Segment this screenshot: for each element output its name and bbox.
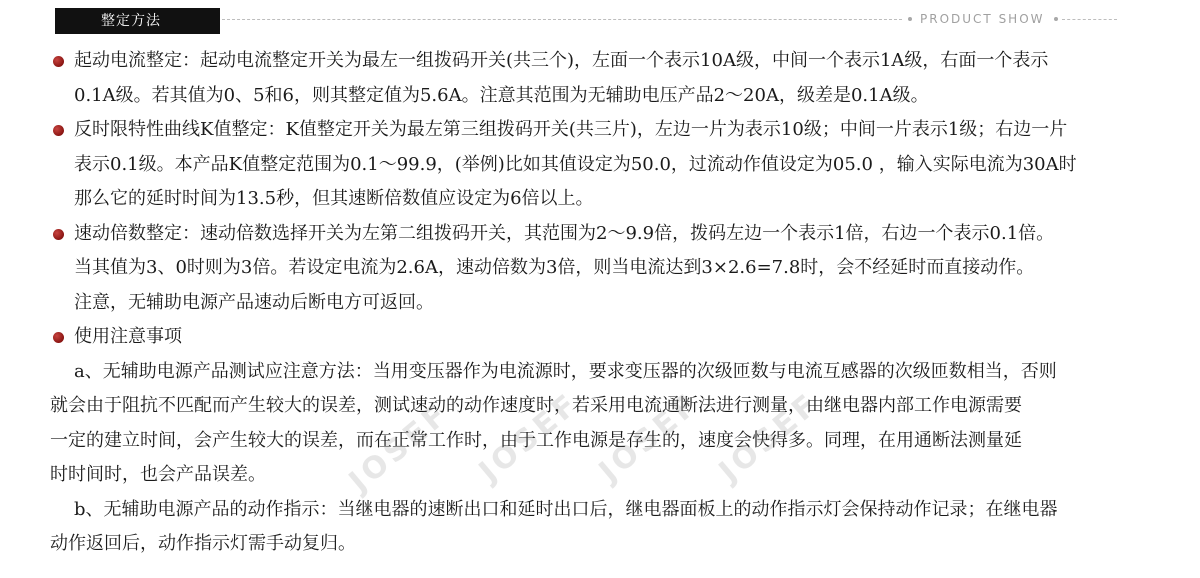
paragraph-line: 起动电流整定：起动电流整定开关为最左一组拨码开关(共三个)，左面一个表示10A级，中间一个表示1A级，右面一个表示 bbox=[74, 50, 1049, 71]
paragraph-line: b、无辅助电源产品的动作指示：当继电器的速断出口和延时出口后，继电器面板上的动作指示灯会保持动作记录；在继电器 bbox=[74, 498, 1058, 520]
watermark-logo: JOSEF bbox=[342, 395, 457, 500]
paragraph-line: 注意，无辅助电源产品速动后断电方可返回。 bbox=[74, 291, 434, 313]
bullet-icon bbox=[53, 125, 64, 136]
note-b-line bbox=[50, 493, 1150, 528]
paragraph-line-wrap bbox=[50, 148, 1150, 183]
product-show-tagline: PRODUCT SHOW bbox=[920, 12, 1045, 26]
paragraph-line: 反时限特性曲线K值整定：K值整定开关为最左第三组拨码开关(共三片)，左边一片为表示10级；中间一片表示1级；右边一片 bbox=[74, 119, 1068, 140]
paragraph-line-wrap bbox=[50, 251, 1150, 286]
watermark-logo: JOSEF bbox=[712, 385, 827, 490]
paragraph-line-wrap bbox=[50, 182, 1150, 217]
document-body bbox=[50, 44, 1150, 562]
bullet-icon bbox=[53, 332, 64, 343]
paragraph-line-wrap bbox=[50, 79, 1150, 114]
watermark-logo: JOSEF bbox=[592, 385, 707, 490]
paragraph-line: 动作返回后，动作指示灯需手动复归。 bbox=[50, 533, 356, 554]
paragraph-line: 0.1A级。若其值为0、5和6，则其整定值为5.6A。注意其范围为无辅助电压产品2～20A，级差是0.1A级。 bbox=[74, 84, 929, 106]
paragraph-line: 那么它的延时时间为13.5秒，但其速断倍数值应设定为6倍以上。 bbox=[74, 188, 594, 209]
watermark-logo: JOSEF bbox=[472, 385, 587, 490]
paragraph-line: 就会由于阻抗不匹配而产生较大的误差，测试速动的动作速度时，若采用电流通断法进行测量，由继电器内部工作电源需要 bbox=[50, 395, 1022, 416]
paragraph-line: 一定的建立时间，会产生较大的误差，而在正常工作时，由于工作电源是存生的，速度会快得多。同理，在用通断法测量延 bbox=[50, 429, 1022, 451]
paragraph-line: 表示0.1级。本产品K值整定范围为0.1～99.9，(举例)比如其值设定为50.0，过流动作值设定为05.0 ，输入实际电流为30A时 bbox=[74, 153, 1077, 175]
paragraph-start-current-setting bbox=[50, 44, 1150, 79]
paragraph-line-wrap bbox=[50, 286, 1150, 321]
section-header bbox=[0, 0, 1200, 40]
header-divider bbox=[222, 19, 902, 20]
header-dot-left bbox=[908, 17, 912, 21]
header-dot-right bbox=[1054, 17, 1058, 21]
note-a-line bbox=[50, 458, 1150, 493]
paragraph-line: 速动倍数整定：速动倍数选择开关为左第二组拨码开关，其范围为2～9.9倍，拨码左边一个表示1倍，右边一个表示0.1倍。 bbox=[74, 222, 1055, 244]
header-divider-end bbox=[1062, 19, 1117, 20]
paragraph-k-value-setting bbox=[50, 113, 1150, 148]
note-a-line bbox=[50, 389, 1150, 424]
paragraph-line: 时时间时，也会产品误差。 bbox=[50, 464, 266, 485]
bullet-icon bbox=[53, 229, 64, 240]
paragraph-usage-notes-heading bbox=[50, 320, 1150, 355]
section-title: 整定方法 bbox=[55, 8, 220, 34]
paragraph-line: 当其值为3、0时则为3倍。若设定电流为2.6A，速动倍数为3倍，则当电流达到3×2.6=7.8时，会不经延时而直接动作。 bbox=[74, 257, 1035, 278]
paragraph-line: a、无辅助电源产品测试应注意方法：当用变压器作为电流源时，要求变压器的次级匝数与电流互感器的次级匝数相当，否则 bbox=[74, 360, 1057, 382]
note-b-line bbox=[50, 527, 1150, 562]
bullet-icon bbox=[53, 56, 64, 67]
note-a-line bbox=[50, 424, 1150, 459]
paragraph-quick-multiple-setting bbox=[50, 217, 1150, 252]
paragraph-line: 使用注意事项 bbox=[74, 326, 182, 347]
note-a-line bbox=[50, 355, 1150, 390]
